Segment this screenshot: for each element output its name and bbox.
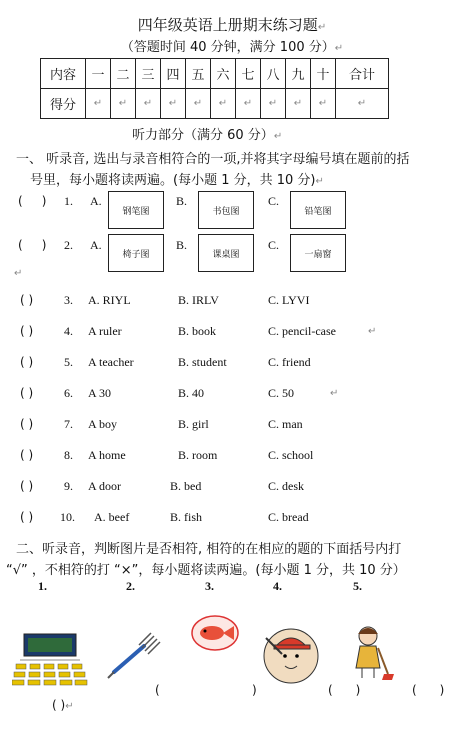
table-cell: 十 [311,59,336,89]
table-cell: 五 [186,59,211,89]
option-b: B. bed [170,479,202,493]
option-letter: C. [268,238,280,252]
pencil-picture[interactable]: 铅笔图 [290,191,346,229]
question-number: 8. [64,448,73,462]
answer-paren[interactable]: ( ) [328,683,361,697]
score-cell[interactable]: ↵ [261,89,286,119]
score-cell[interactable]: ↵ [211,89,236,119]
score-cell[interactable]: ↵ [136,89,161,119]
answer-paren[interactable]: ( )↵ [52,698,74,712]
option-c: C. bread [268,510,309,524]
answer-paren[interactable]: ( ) [20,417,34,431]
option-a: A. RIYL [88,293,131,307]
girl-sweeping-icon [348,624,398,682]
section2-instruction-line2: “√” ，不相符的打 “×”，每小题将读两遍。(每小题 1 分，共 10 分） [6,563,406,578]
answer-paren[interactable]: ( ) [412,683,445,697]
answer-paren[interactable]: ( ) [20,386,34,400]
score-cell[interactable]: ↵ [286,89,311,119]
page-title: 四年级英语上册期末练习题↵ [137,16,327,34]
table-cell: 合计 [336,59,389,89]
answer-paren[interactable]: ( ) [20,355,34,369]
section2-instruction-line1: 二、听录音，判断图片是否相符, 相符的在相应的题的下面括号内打 [16,542,402,557]
question-number: 10. [60,510,75,524]
answer-paren[interactable]: ( ) [20,293,34,307]
table-cell: 得分 [41,89,86,119]
option-c: C. school [268,448,314,462]
judge-number: 1. [38,579,47,593]
score-table-header-row [41,59,389,89]
option-letter: B. [176,238,188,252]
table-cell: 八 [261,59,286,89]
option-c: C. desk [268,479,304,493]
question-number: 6. [64,386,73,400]
section1-instruction-line2: 号里，每小题将读两遍。(每小题 1 分，共 10 分)↵ [30,173,324,188]
option-b: B. student [178,355,227,369]
answer-paren[interactable]: ( ) [20,510,34,524]
classroom-icon [12,632,88,686]
judge-number: 4. [273,579,282,593]
option-a: A. beef [94,510,130,524]
answer-paren[interactable]: ) [252,683,257,697]
score-cell[interactable]: ↵ [161,89,186,119]
table-cell: 二 [111,59,136,89]
option-a: A home [88,448,126,462]
question-number: 4. [64,324,73,338]
option-a: A teacher [88,355,134,369]
question-number: 5. [64,355,73,369]
answer-paren[interactable]: ( ) [20,448,34,462]
option-c: C. pencil-case [268,324,336,338]
answer-paren[interactable]: ( ) [18,238,47,252]
answer-paren[interactable]: ( ) [20,324,34,338]
option-letter: A. [90,238,102,252]
question-number: 9. [64,479,73,493]
window-picture[interactable]: 一扇窗 [290,234,346,272]
table-cell: 三 [136,59,161,89]
option-b: B. fish [170,510,203,524]
paragraph-mark: ↵ [368,326,377,337]
option-letter: A. [90,194,102,208]
chair-picture[interactable]: 椅子图 [108,234,164,272]
table-cell: 内容 [41,59,86,89]
option-b: B. room [178,448,218,462]
option-c: C. 50 [268,386,295,400]
fish-plate-icon [190,614,240,652]
score-table [40,58,389,119]
answer-paren[interactable]: ( ) [20,479,34,493]
option-c: C. LYVI [268,293,310,307]
score-table-score-row [41,89,389,119]
score-cell[interactable]: ↵ [86,89,111,119]
option-a: A boy [88,417,118,431]
desk-picture[interactable]: 课桌图 [198,234,254,272]
answer-paren[interactable]: ( ) [18,194,47,208]
question-number: 2. [64,238,73,252]
table-cell: 九 [286,59,311,89]
option-b: B. 40 [178,386,205,400]
boy-cap-icon [262,626,320,684]
judge-number: 2. [126,579,135,593]
judge-number: 5. [353,579,362,593]
option-a: A door [88,479,121,493]
table-cell: 七 [236,59,261,89]
answer-paren[interactable]: ( [155,683,160,697]
option-letter: B. [176,194,188,208]
fork-icon [106,632,164,680]
option-letter: C. [268,194,280,208]
score-cell[interactable]: ↵ [311,89,336,119]
table-cell: 四 [161,59,186,89]
question-number: 1. [64,194,73,208]
question-number: 7. [64,417,73,431]
score-cell[interactable]: ↵ [336,89,389,119]
option-a: A 30 [88,386,112,400]
option-b: B. IRLV [178,293,219,307]
option-b: B. book [178,324,217,338]
judge-number: 3. [205,579,214,593]
score-cell[interactable]: ↵ [111,89,136,119]
score-cell[interactable]: ↵ [186,89,211,119]
paragraph-mark: ↵ [330,388,339,399]
page-subtitle: （答题时间 40 分钟，满分 100 分）↵ [120,40,344,55]
table-cell: 一 [86,59,111,89]
question-number: 3. [64,293,73,307]
section1-instruction-line1: 一、 听录音, 选出与录音相符合的一项,并将其字母编号填在题前的括 [16,152,410,167]
option-c: C. friend [268,355,311,369]
pen-picture[interactable]: 钢笔图 [108,191,164,229]
schoolbag-picture[interactable]: 书包图 [198,191,254,229]
option-b: B. girl [178,417,209,431]
table-cell: 六 [211,59,236,89]
listening-title: 听力部分（满分 60 分）↵ [132,128,283,143]
option-c: C. man [268,417,303,431]
score-cell[interactable]: ↵ [236,89,261,119]
option-a: A ruler [88,324,122,338]
